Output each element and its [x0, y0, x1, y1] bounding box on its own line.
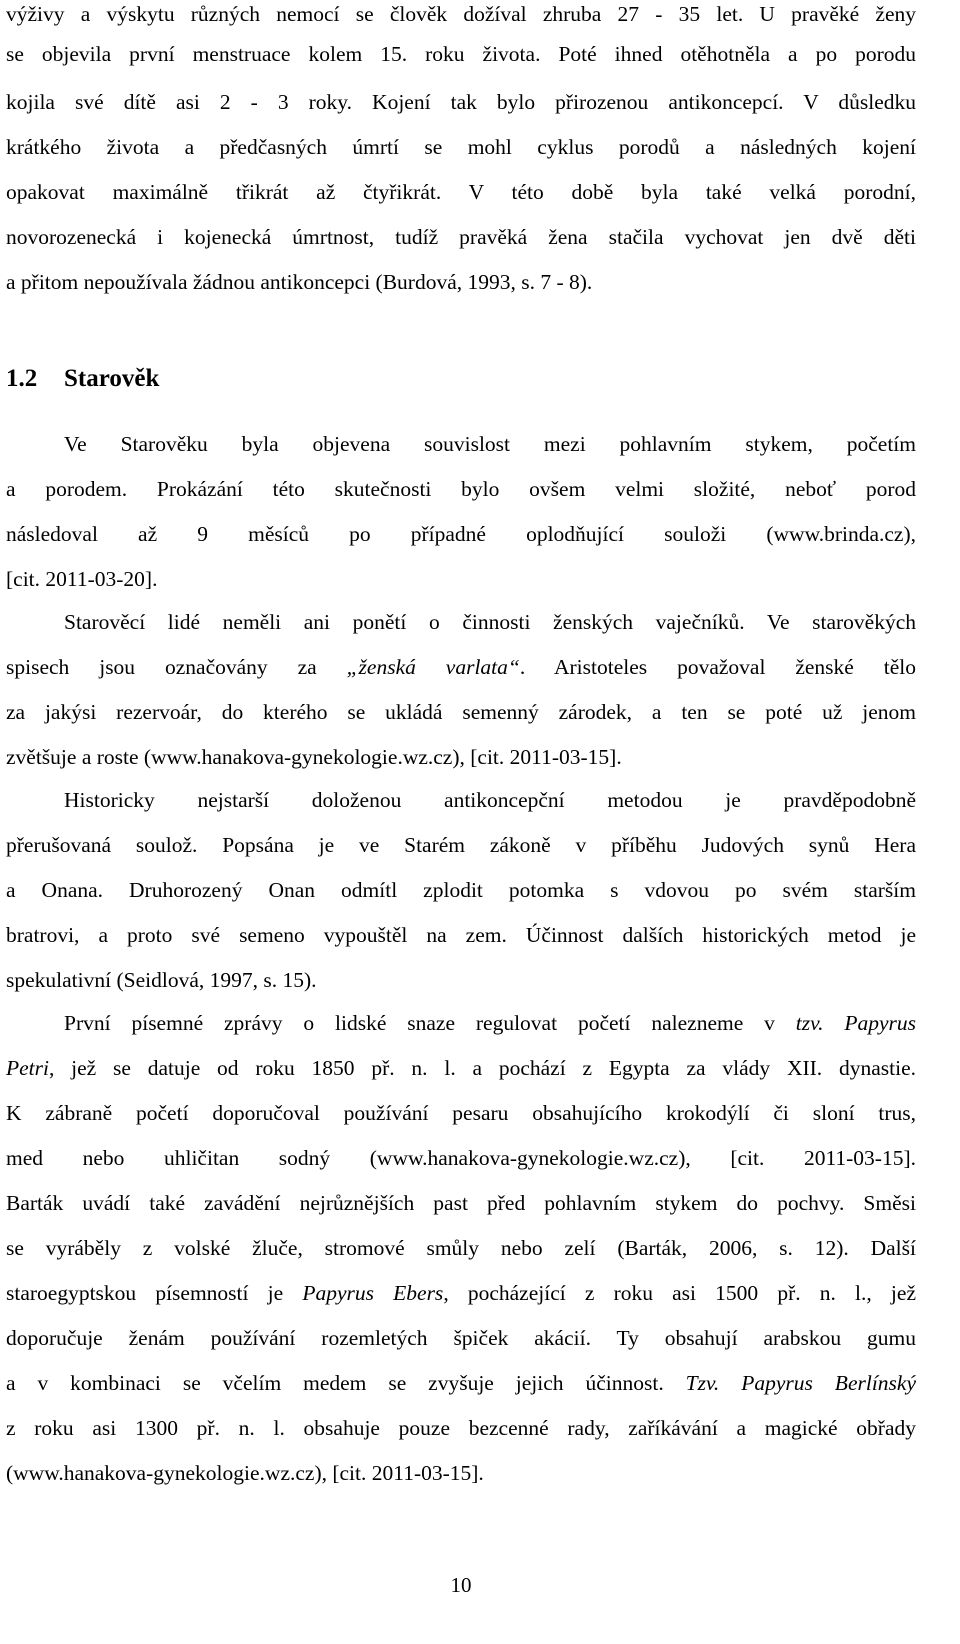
paragraph-line: novorozenecká i kojenecká úmrtnost, tudíž pravěká žena stačila vychovat jen dvě děti [6, 225, 916, 249]
paragraph-line: za jakýsi rezervoár, do kterého se ukládá semenný zárodek, a ten se poté už jenom [6, 700, 916, 724]
paragraph-line: následoval až 9 měsíců po případné oplodňující souloži (www.brinda.cz), [6, 522, 916, 546]
italic-term: Papyrus Ebers [302, 1281, 444, 1305]
paragraph-line: se vyráběly z volské žluče, stromové smůly nebo zelí (Barták, 2006, s. 12). Další [6, 1236, 916, 1260]
italic-term: Tzv. Papyrus Berlínský [685, 1371, 917, 1395]
paragraph-line: K zábraně početí doporučoval používání pesaru obsahujícího krokodýlí či sloní trus, [6, 1101, 916, 1125]
section-number: 1.2 [6, 365, 38, 392]
paragraph-line: Starověcí lidé neměli ani ponětí o činnosti ženských vaječníků. Ve starověkých [64, 610, 916, 634]
paragraph-line: Historicky nejstarší doloženou antikoncepční metodou je pravděpodobně [64, 788, 916, 812]
paragraph-line: Ve Starověku byla objevena souvislost mezi pohlavním stykem, početím [64, 432, 916, 456]
paragraph-line: med nebo uhličitan sodný (www.hanakova-gynekologie.wz.cz), [cit. 2011-03-15]. [6, 1146, 916, 1170]
paragraph-line: doporučuje ženám používání rozemletých špiček akácií. Ty obsahují arabskou gumu [6, 1326, 916, 1350]
paragraph-line: (www.hanakova-gynekologie.wz.cz), [cit. 2011-03-15]. [6, 1461, 484, 1485]
paragraph-line: a v kombinaci se včelím medem se zvyšuje jejich účinnost. Tzv. Papyrus Berlínský [6, 1371, 917, 1395]
paragraph-line: a Onana. Druhorozený Onan odmítl zplodit potomka s vdovou po svém starším [6, 878, 916, 902]
paragraph-line: zvětšuje a roste (www.hanakova-gynekologie.wz.cz), [cit. 2011-03-15]. [6, 745, 622, 769]
paragraph-line: [cit. 2011-03-20]. [6, 567, 158, 591]
paragraph-line: staroegyptskou písemností je Papyrus Ebers, pocházející z roku asi 1500 př. n. l., jež [6, 1281, 916, 1305]
italic-term: tzv. Papyrus [795, 1011, 916, 1035]
paragraph-line: Petri, jež se datuje od roku 1850 př. n. l. a pochází z Egypta za vlády XII. dynastie. [6, 1056, 916, 1080]
paragraph-line: opakovat maximálně třikrát až čtyřikrát. V této době byla také velká porodní, [6, 180, 916, 204]
paragraph-line: přerušovaná soulož. Popsána je ve Starém zákoně v příběhu Judových synů Hera [6, 833, 916, 857]
paragraph-line: a porodem. Prokázání této skutečnosti bylo ovšem velmi složité, neboť porod [6, 477, 916, 501]
paragraph-line: krátkého života a předčasných úmrtí se mohl cyklus porodů a následných kojení [6, 135, 916, 159]
italic-term: Petri [6, 1056, 49, 1080]
section-heading [6, 364, 159, 394]
paragraph-line: se objevila první menstruace kolem 15. roku života. Poté ihned otěhotněla a po porodu [6, 42, 916, 66]
paragraph-line: z roku asi 1300 př. n. l. obsahuje pouze bezcenné rady, zaříkávání a magické obřady [6, 1416, 916, 1440]
page-number: 10 [450, 1573, 472, 1597]
paragraph-line: výživy a výskytu různých nemocí se člověk dožíval zhruba 27 - 35 let. U pravěké ženy [6, 2, 916, 26]
paragraph-line: spisech jsou označovány za „ženská varlata“. Aristoteles považoval ženské tělo [6, 655, 917, 679]
paragraph-line: kojila své dítě asi 2 - 3 roky. Kojení tak bylo přirozenou antikoncepcí. V důsledku [6, 90, 916, 114]
paragraph-line: spekulativní (Seidlová, 1997, s. 15). [6, 968, 317, 992]
paragraph-line: bratrovi, a proto své semeno vypouštěl na zem. Účinnost dalších historických metod je [6, 923, 916, 947]
section-title: Starověk [64, 365, 160, 392]
paragraph-line: Barták uvádí také zavádění nejrůznějších past před pohlavním stykem do pochvy. Směsi [6, 1191, 916, 1215]
paragraph-line: První písemné zprávy o lidské snaze regulovat početí nalezneme v tzv. Papyrus [64, 1011, 916, 1035]
italic-term: „ženská varlata“ [346, 655, 520, 679]
paragraph-line: a přitom nepoužívala žádnou antikoncepci (Burdová, 1993, s. 7 - 8). [6, 270, 593, 294]
